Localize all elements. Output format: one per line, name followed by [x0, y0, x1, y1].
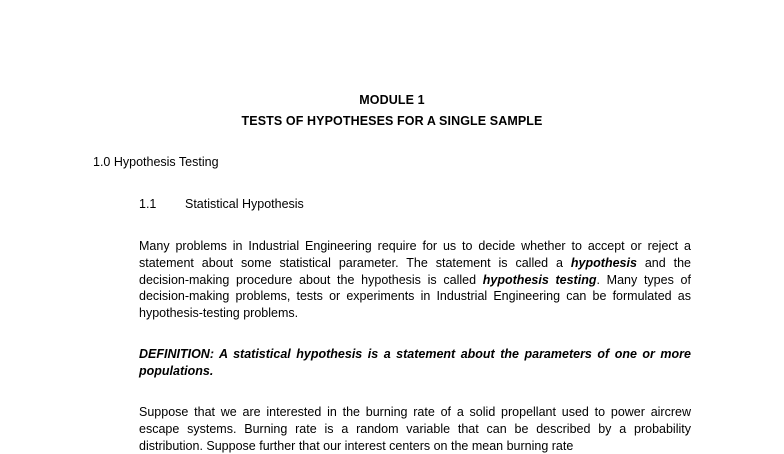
- module-title: MODULE 1: [359, 93, 425, 107]
- hypothesis-term: hypothesis: [570, 255, 637, 270]
- example-paragraph: Suppose that we are interested in the burning rate of a solid propellant used to power aircrew escape systems. Burning rate is a random variable that can be described by a probability distribution. Suppose further that our interest centers on the mean burning rate: [139, 405, 691, 453]
- subsection-number: 1.1: [139, 197, 157, 211]
- subsection-title: Statistical Hypothesis: [185, 197, 304, 211]
- intro-paragraph: [139, 238, 691, 322]
- section-heading: 1.0 Hypothesis Testing: [93, 155, 219, 169]
- module-subtitle: TESTS OF HYPOTHESES FOR A SINGLE SAMPLE: [241, 114, 543, 128]
- intro-text-part3: . Many types of decision-making problems, tests or experiments in Industrial Engineering can be formulated as hypothesis-testing problems.: [139, 272, 691, 321]
- intro-text-part1: Many problems in Industrial Engineering require for us to decide whether to accept or reject a statement about some statistical parameter. The statement is called a: [139, 239, 691, 270]
- intro-text-part2: and the decision-making procedure about the hypothesis is called: [139, 255, 691, 287]
- definition-paragraph: DEFINITION: A statistical hypothesis is a statement about the parameters of one or more populations.: [139, 347, 691, 378]
- hypothesis-testing-term: hypothesis testing: [482, 272, 597, 287]
